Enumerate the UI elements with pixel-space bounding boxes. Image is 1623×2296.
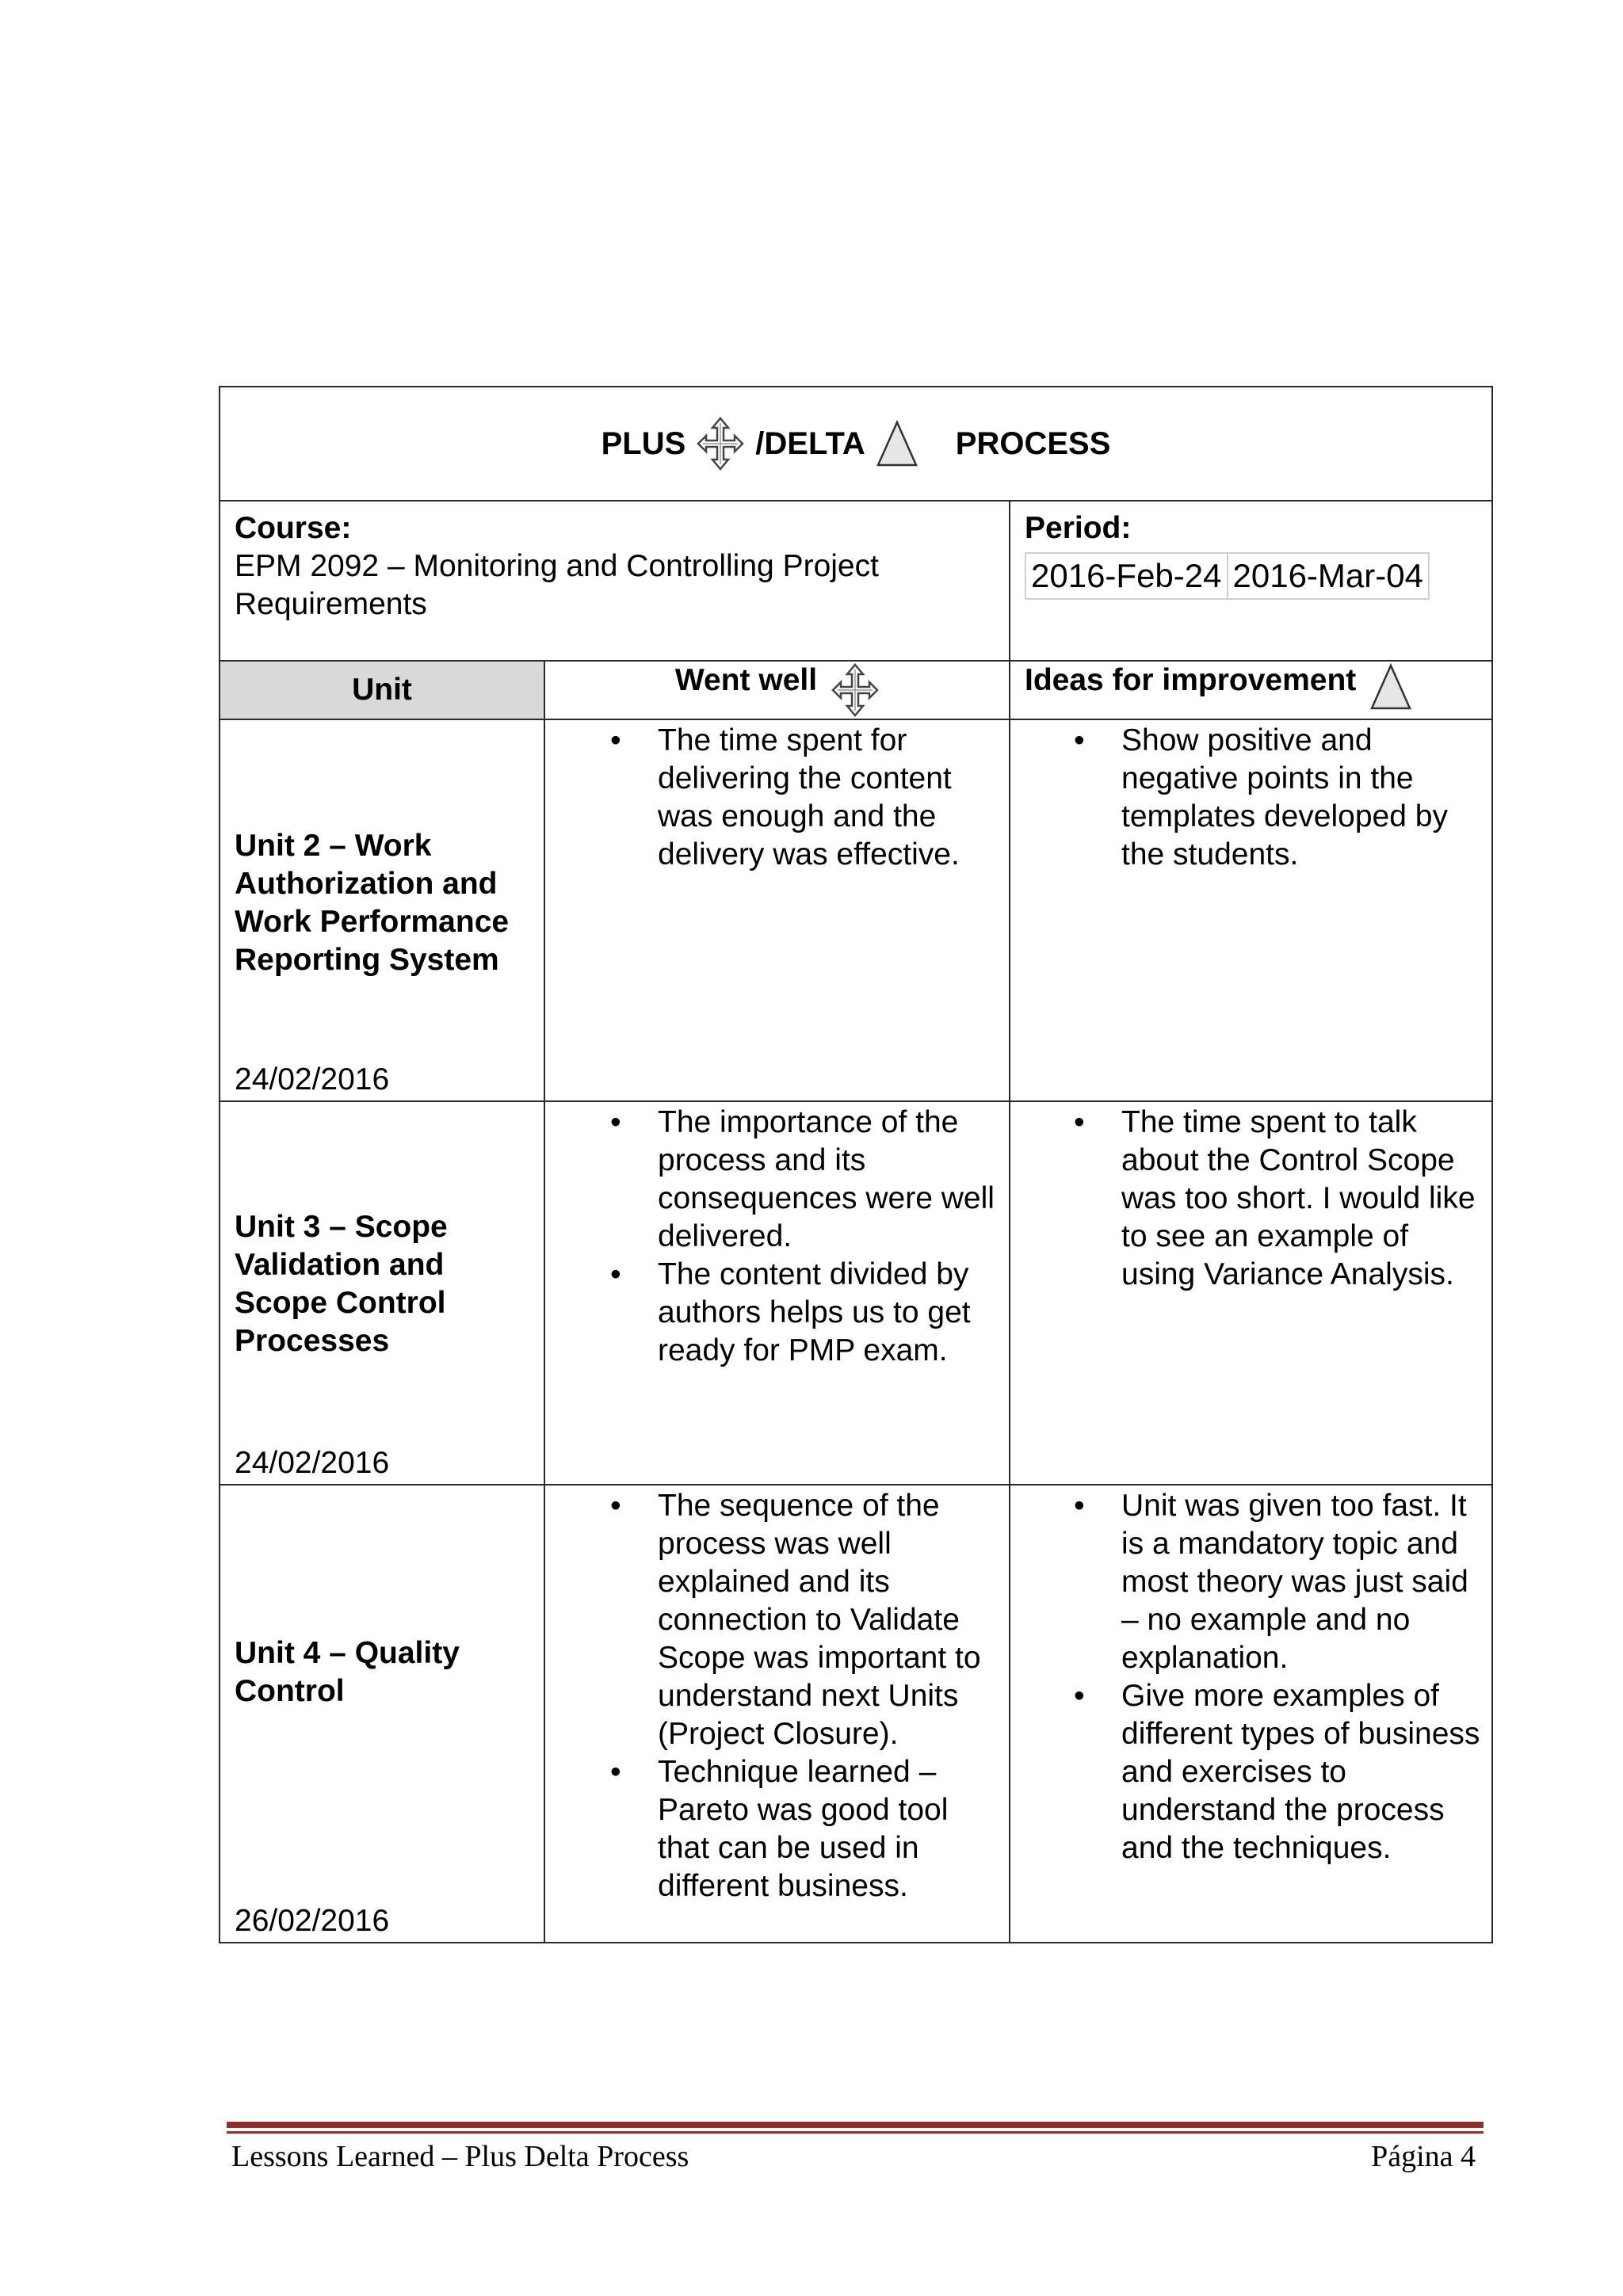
period-cell <box>1010 501 1492 661</box>
unit-cell <box>220 1485 544 1943</box>
unit-date: 24/02/2016 <box>235 1446 390 1480</box>
unit-cell <box>220 719 544 1101</box>
unit-name: Unit 2 – Work Authorization and Work Performance Reporting System <box>235 829 510 977</box>
list-item: • Unit was given too fast. It is a mandatory topic and most theory was just said – no example and no explanation. <box>1010 1487 1491 1677</box>
header-ideas-label: Ideas for improvement <box>1025 663 1357 697</box>
footer-title: Lessons Learned – Plus Delta Process <box>231 2140 689 2173</box>
list-item: • Show positive and negative points in the templates developed by the students. <box>1010 722 1491 874</box>
went-well-cell <box>544 1101 1010 1485</box>
unit-cell <box>220 1101 544 1485</box>
footer-rule <box>227 2122 1484 2128</box>
plus-arrows-icon <box>697 417 744 471</box>
table-title <box>220 387 1492 501</box>
table-row <box>220 1101 1492 1485</box>
table-row <box>220 1485 1492 1943</box>
went-well-cell <box>544 719 1010 1101</box>
title-process: PROCESS <box>955 425 1111 461</box>
plus-delta-table <box>219 386 1493 1943</box>
plus-arrows-icon <box>831 663 879 717</box>
unit-date: 26/02/2016 <box>235 1904 390 1938</box>
title-delta: /DELTA <box>755 425 865 461</box>
ideas-cell <box>1010 1101 1492 1485</box>
period-label: Period: <box>1025 511 1132 545</box>
period-range <box>1025 552 1430 600</box>
course-cell <box>220 501 1010 661</box>
period-end: 2016-Mar-04 <box>1227 554 1428 598</box>
header-unit: Unit <box>220 661 544 719</box>
course-value: EPM 2092 – Monitoring and Controlling Project Requirements <box>235 549 879 621</box>
unit-name: Unit 3 – Scope Validation and Scope Control Processes <box>235 1210 448 1358</box>
list-item: • The content divided by authors helps us to get ready for PMP exam. <box>545 1256 1009 1370</box>
header-ideas <box>1010 661 1492 719</box>
ideas-cell <box>1010 719 1492 1101</box>
unit-date: 24/02/2016 <box>235 1062 390 1097</box>
course-label: Course: <box>235 511 352 545</box>
period-start: 2016-Feb-24 <box>1031 557 1222 594</box>
list-item: • The time spent for delivering the content was enough and the delivery was effective. <box>545 722 1009 874</box>
unit-name: Unit 4 – Quality Control <box>235 1636 460 1708</box>
list-item: • Give more examples of different types of business and exercises to understand the process and the techniques. <box>1010 1677 1491 1867</box>
list-item: • The time spent to talk about the Control Scope was too short. I would like to see an example of using Variance Analysis. <box>1010 1104 1491 1294</box>
delta-triangle-icon <box>876 420 918 467</box>
footer-page-number: Página 4 <box>1371 2140 1476 2173</box>
ideas-cell <box>1010 1485 1492 1943</box>
list-item: • Technique learned – Pareto was good tool that can be used in different business. <box>545 1753 1009 1905</box>
went-well-cell <box>544 1485 1010 1943</box>
title-plus: PLUS <box>601 425 686 461</box>
list-item: • The sequence of the process was well explained and its connection to Validate Scope was important to understand next Units (Project Closure). <box>545 1487 1009 1753</box>
header-went-well-label: Went well <box>674 663 818 697</box>
header-went-well <box>544 661 1010 719</box>
table-row <box>220 719 1492 1101</box>
footer-rule-thin <box>227 2131 1484 2134</box>
list-item: • The importance of the process and its consequences were well delivered. <box>545 1104 1009 1256</box>
delta-triangle-icon <box>1370 663 1411 711</box>
